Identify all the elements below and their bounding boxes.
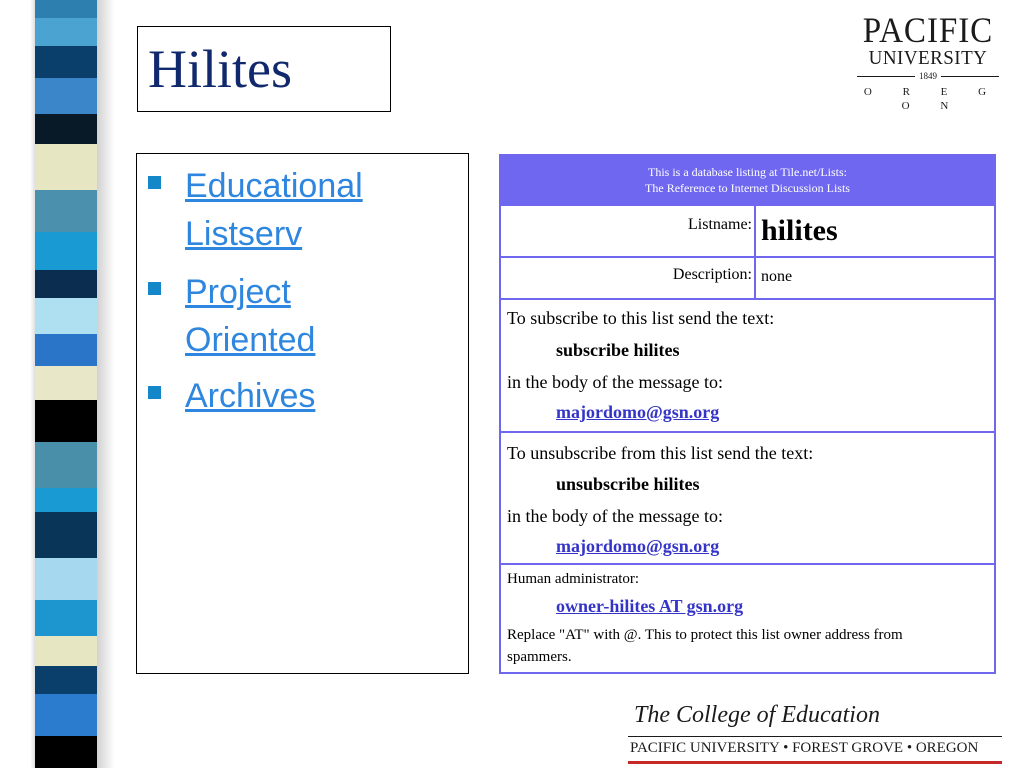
logo-rule-right [941,76,999,77]
description-value: none [761,268,793,285]
subscribe-command: subscribe hilites [556,340,680,360]
link-archives[interactable]: Archives [185,377,316,415]
footer-rule [628,736,1002,737]
logo-pacific: PACIFIC [862,10,994,50]
subscribe-body-text: in the body of the message to: [507,372,723,392]
unsubscribe-section [501,431,994,563]
logo-rule-left [857,76,915,77]
listing-header [501,156,994,204]
link-educational-listserv[interactable]: Educational Listserv [185,167,363,253]
unsubscribe-body-text: in the body of the message to: [507,506,723,526]
stripe-shadow [97,0,115,768]
row-divider [754,258,756,298]
unsubscribe-email-link[interactable]: majordomo@gsn.org [556,536,720,556]
bullet-square-icon [148,176,161,189]
listname-row [501,204,994,256]
title-box [137,26,391,112]
link-project-oriented[interactable]: Project Oriented [185,273,316,359]
footer-red-rule [628,761,1002,764]
page-title: Hilites [148,39,292,99]
list-listing-panel [499,154,996,674]
admin-contact-link[interactable]: owner-hilites AT gsn.org [556,596,744,616]
listname-label: Listname: [688,216,752,233]
description-row [501,256,994,298]
footer-college-name: The College of Education [634,702,880,728]
description-label: Description: [672,266,752,283]
listing-header-line1: This is a database listing at Tile.net/Lists: [648,165,847,179]
subscribe-email-link[interactable]: majordomo@gsn.org [556,402,720,422]
logo-university: UNIVERSITY [868,47,988,69]
unsubscribe-command: unsubscribe hilites [556,474,700,494]
bullet-square-icon [148,282,161,295]
bullet-square-icon [148,386,161,399]
decorative-stripe [35,0,97,768]
college-footer [628,700,1002,768]
bullet-list-box [136,153,469,674]
bullet-item-educational-listserv [145,162,455,262]
subscribe-section [501,298,994,431]
logo-oregon: O R E G O N [863,86,1001,112]
bullet-item-project-oriented [145,268,455,368]
subscribe-intro: To subscribe to this list send the text: [507,308,775,328]
pacific-university-logo [848,10,1008,112]
logo-year-row [848,70,1008,82]
listing-header-line2: The Reference to Internet Discussion Lists [645,181,850,195]
admin-note-line2: spammers. [507,649,572,665]
admin-label: Human administrator: [507,571,640,587]
footer-university: PACIFIC UNIVERSITY • FOREST GROVE • OREGON [630,740,979,756]
logo-year: 1849 [919,71,937,81]
admin-note-line1: Replace "AT" with @. This to protect this list owner address from [507,627,903,643]
unsubscribe-intro: To unsubscribe from this list send the text: [507,443,814,463]
listname-value: hilites [761,214,838,247]
admin-section [501,563,994,672]
bullet-item-archives [145,372,455,422]
row-divider [754,206,756,256]
